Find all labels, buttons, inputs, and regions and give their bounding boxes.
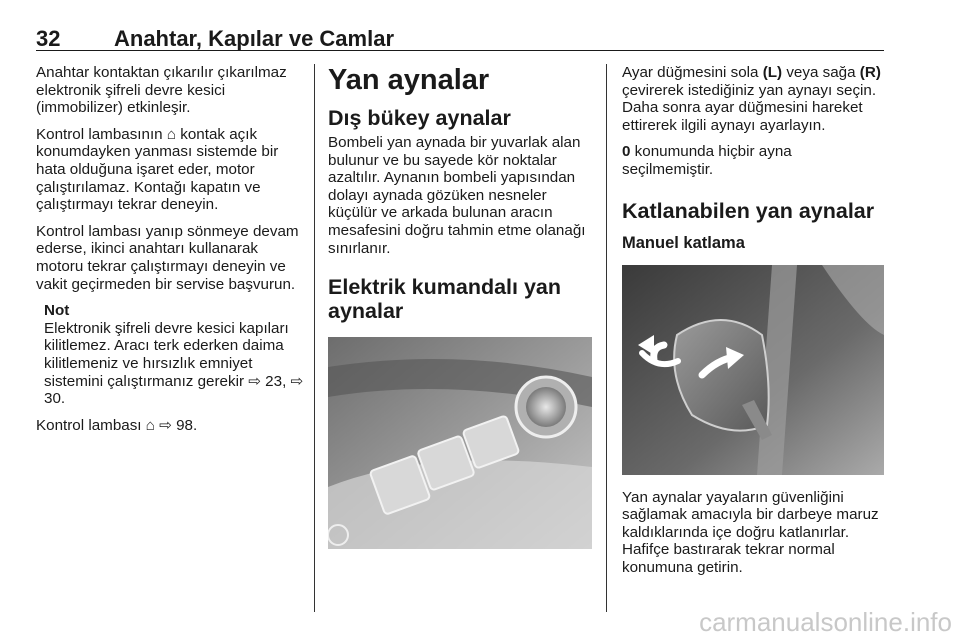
note-box [44,302,306,408]
subsection-heading: Elektrik kumandalı yan aynalar [328,275,562,324]
mirror-folding-photo [622,265,884,475]
column-divider [314,64,315,612]
paragraph: 0 konumunda hiçbir ayna seçilmemiştir. [622,143,792,178]
subsection-heading: Katlanabilen yan aynalar [622,198,875,223]
subsection-heading: Dış bükey aynalar [328,106,511,130]
column-left [36,64,306,443]
paragraph: Kontrol lambası ⌂ ⇨ 98. [36,416,198,434]
note-text: Elektronik şifreli devre kesici kapıları kilitlemez. Aracı terk ederken daima kilitlemeniz ve hırsızlık emniyet sistemini çalıştırmanız gerekir ⇨ 23, ⇨ 30. [44,319,304,408]
paragraph: Kontrol lambasının ⌂ kontak açık konumdayken yanması sistemde bir hata olduğuna işaret eder, motor çalıştırılamaz. Kontağı kapatın ve çalıştırmayı tekrar deneyin. [36,125,279,214]
paragraph: Bombeli yan aynada bir yuvarlak alan bulunur ve bu sayede kör noktalar azaltılır. Aynanın bombeli yapısından dolayı aynada gözüken nesneler küçülür ve arkada bulunan aracın mesafesini doğru tahmin etme olanağı sınırlanır. [328,134,586,257]
chapter-title: Anahtar, Kapılar ve Camlar [114,26,395,51]
subsubsection-heading: Manuel katlama [622,233,745,252]
column-right [622,64,884,586]
page-number: 32 [36,26,61,51]
paragraph: Yan aynalar yayaların güvenliğini sağlamak amacıyla bir darbeye maruz kaldıklarında içe doğru katlanırlar. Hafifçe bastırarak tekrar normal konumuna getirin. [622,488,879,576]
watermark: carmanualsonline.info [699,607,952,637]
note-title: Not [44,302,70,320]
paragraph: Anahtar kontaktan çıkarılır çıkarılmaz elektronik şifreli devre kesici (immobilizer) etkinleşir. [36,64,287,117]
page-header [36,26,884,51]
column-middle [328,64,594,549]
paragraph: Ayar düğmesini sola (L) veya sağa (R) çevirerek istediğiniz yan aynayı seçin. Daha sonra ayar düğmesini hareket ettirerek ilgili aynayı ayarlayın. [622,64,881,134]
column-divider [606,64,607,612]
mirror-switch-photo [328,337,592,549]
section-heading: Yan aynalar [328,64,490,96]
paragraph: Kontrol lambası yanıp sönmeye devam ederse, ikinci anahtarı kullanarak motoru tekrar çalıştırmayı deneyin ve vakit geçirmeden bir servise başvurun. [36,222,299,293]
